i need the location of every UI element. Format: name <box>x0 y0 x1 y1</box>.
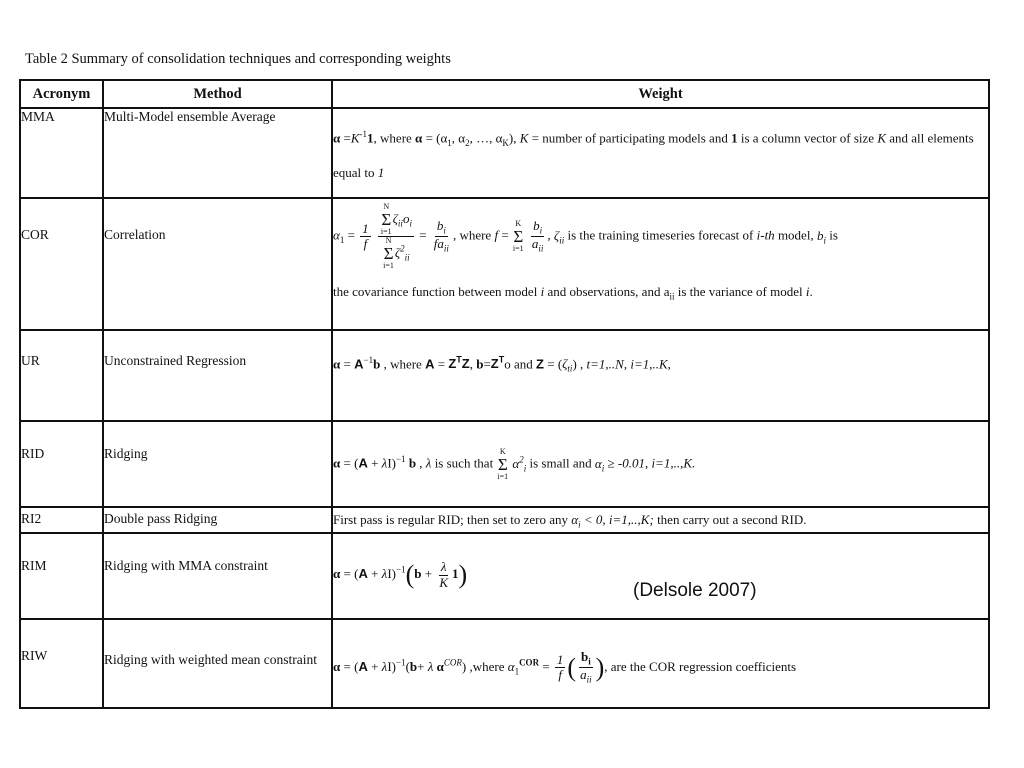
acronym-cell: RIW <box>20 619 103 708</box>
method-cell: Ridging with MMA constraint <box>103 533 332 618</box>
table-row <box>20 507 989 533</box>
weight-cell: $\alpha = A^{-1}b$ , where $A = Z^TZ$, $b=Z^To$ and $Z = (\zeta_{ti})$ , t=1,..N, i=1,..K, <box>332 330 989 421</box>
weight-cell: $\alpha_1$ = $\frac{1}{f}$ N Σ i=1 $\zeta_{ii}o_i$ N Σ i=1 $\zeta^2_{ii}$ = $\frac{b_i}{fa_{ii}}$ , where f = K Σ i=1 $\frac{b_i}{a_{ii}}$ , $\zeta_{ii}$ is the training timeseries forecast of i-th model, $b_i$ is the covariance function between model i and observations, and $a_{ii}$ is the variance of model i. <box>332 198 989 329</box>
weight-cell: First pass is regular RID; then set to zero any $\alpha_i < 0$, i=1,..,K; then carry out a second RID. <box>332 507 989 533</box>
header-weight: Weight <box>332 80 989 108</box>
header-row <box>20 80 989 108</box>
acronym-cell: RID <box>20 421 103 507</box>
method-cell: Ridging <box>103 421 332 507</box>
method-cell: Unconstrained Regression <box>103 330 332 421</box>
acronym-cell: MMA <box>20 108 103 198</box>
weight-cell: $\alpha = (A + \lambda I)^{-1}$ b , λ is such that K Σ i=1 $\alpha^2_i$ is small and $\alpha_i \ge -0.01$, i=1,..,K. <box>332 421 989 507</box>
weight-cell: $\alpha = (A + \lambda I)^{-1}(b$ + $\frac{\lambda}{K}$ 1) <box>332 533 989 618</box>
header-method: Method <box>103 80 332 108</box>
table-row <box>20 421 989 507</box>
weight-cell: $\alpha = (A + \lambda I)^{-1}(b+ \lambda$ $\alpha^{COR}$) ,where $\alpha_1^{COR}$ = $\frac{1}{f}$ ( $\frac{b_i}{a_{ii}}$ ), are the COR regression coefficients <box>332 619 989 708</box>
method-cell: Correlation <box>103 198 332 329</box>
table-caption: Table 2 Summary of consolidation techniques and corresponding weights <box>25 51 451 67</box>
table-row <box>20 108 989 198</box>
header-acronym: Acronym <box>20 80 103 108</box>
table-row <box>20 533 989 618</box>
table-row <box>20 330 989 421</box>
consolidation-table <box>19 79 990 709</box>
citation: (Delsole 2007) <box>633 580 757 601</box>
table-row <box>20 619 989 708</box>
acronym-cell: COR <box>20 198 103 329</box>
acronym-cell: RI2 <box>20 507 103 533</box>
acronym-cell: RIM <box>20 533 103 618</box>
method-cell: Multi-Model ensemble Average <box>103 108 332 198</box>
method-cell: Ridging with weighted mean constraint <box>103 619 332 708</box>
weight-cell: $\alpha =K^{-1}1$, where $\alpha = (\alpha_1$, $\alpha_2$, …, $\alpha_K$), K = number of participating models and 1 is a column vector of size K and all elements equal to 1 <box>332 108 989 198</box>
table-row <box>20 198 989 329</box>
method-cell: Double pass Ridging <box>103 507 332 533</box>
acronym-cell: UR <box>20 330 103 421</box>
